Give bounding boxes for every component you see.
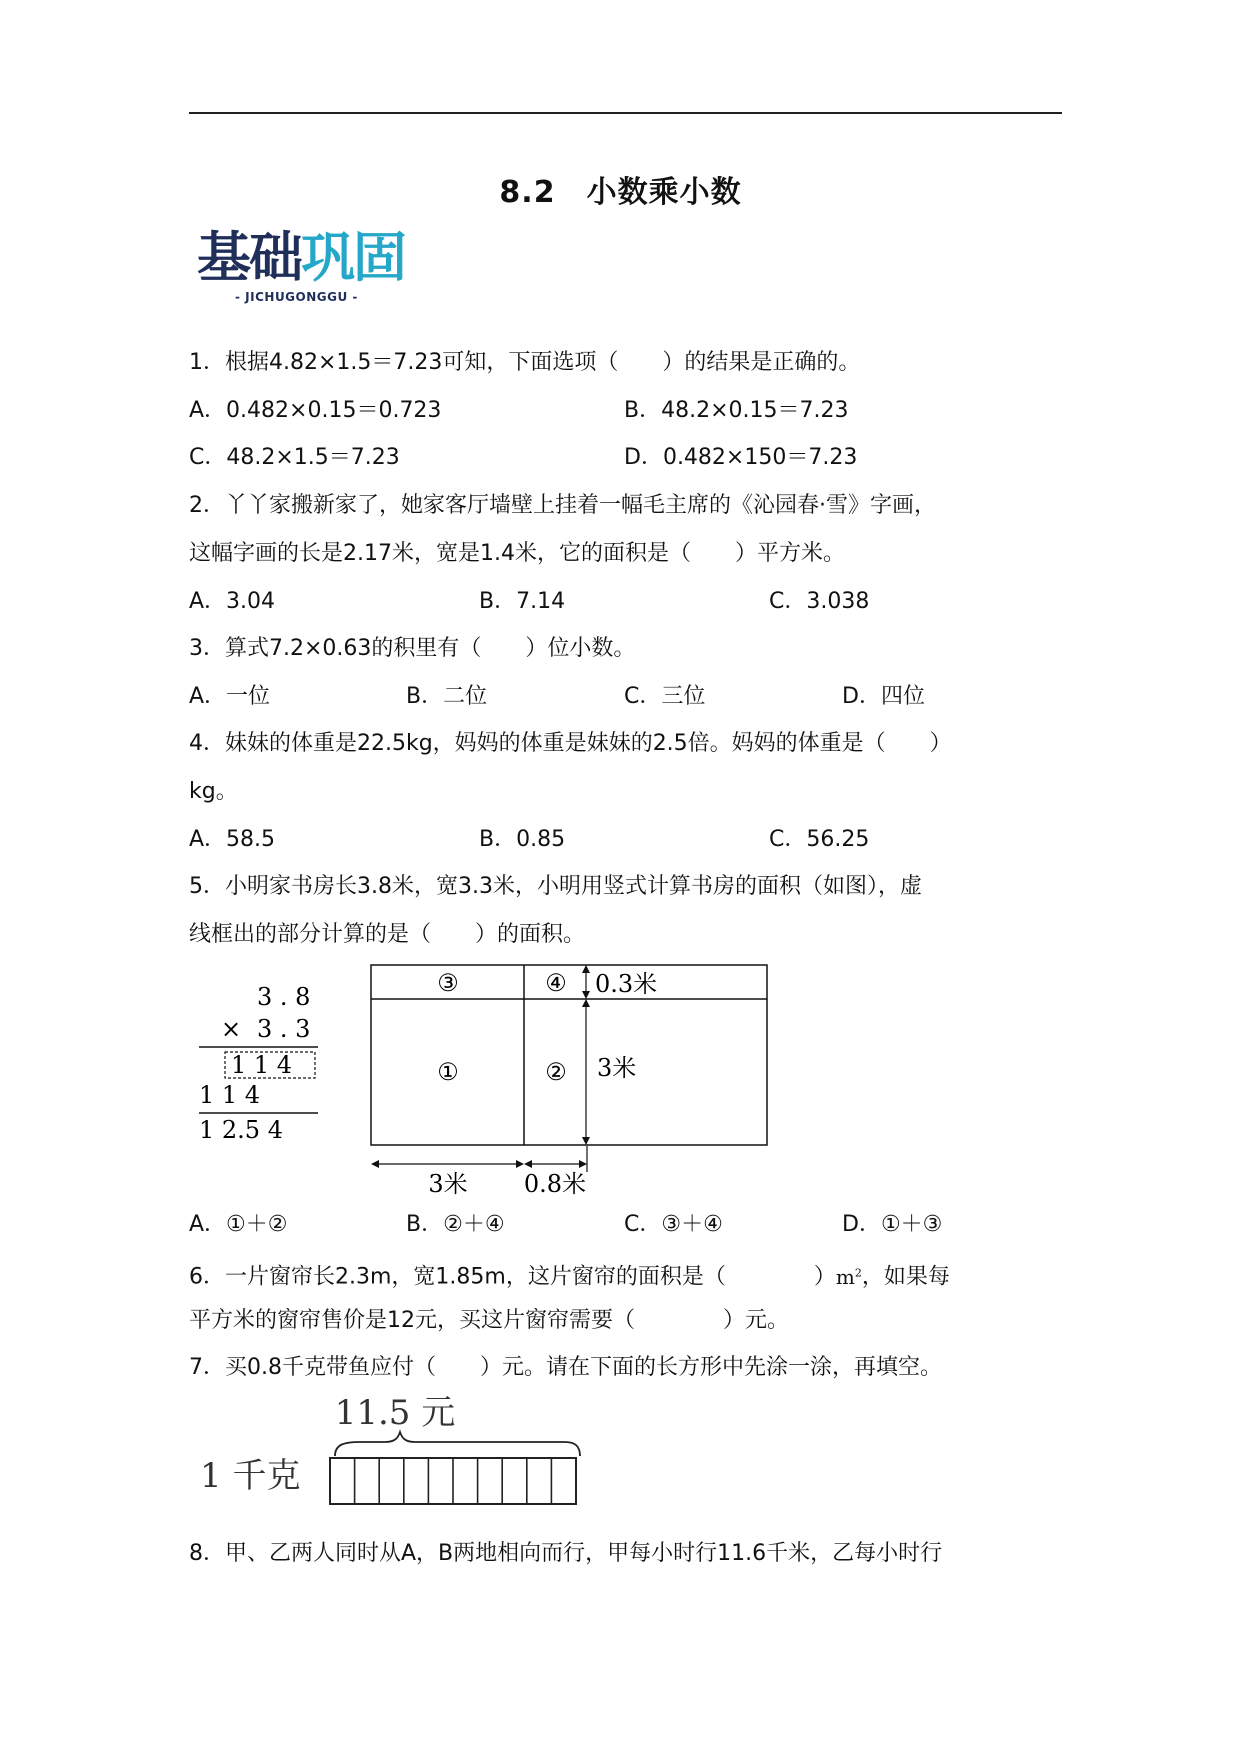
q5-option-d: D．①＋③	[842, 1212, 943, 1237]
region-3-label: ③	[437, 969, 459, 997]
q7-brace	[335, 1432, 580, 1456]
dim-arrowhead	[582, 991, 590, 999]
dim-arrowhead	[582, 1137, 590, 1145]
dim-arrowhead	[582, 965, 590, 973]
q7-stem: 7．买0.8千克带鱼应付（ ）元。请在下面的长方形中先涂一涂，再填空。	[189, 1355, 942, 1380]
q5-option-a: A．①＋②	[189, 1212, 288, 1237]
q6-stem-line1	[189, 1258, 950, 1293]
q3-option-d: D．四位	[842, 684, 925, 709]
dim-label-top: 0.3米	[595, 970, 658, 998]
q6-text-a: 6．一片窗帘长2.3m，宽1.85m，这片窗帘的面积是（ ）	[189, 1264, 836, 1290]
dim-label-side: 3米	[597, 1054, 637, 1082]
dim-arrowhead	[582, 999, 590, 1007]
logo-text	[197, 228, 405, 288]
q5-option-b: B．②＋④	[406, 1212, 505, 1237]
q3-stem: 3．算式7.2×0.63的积里有（ ）位小数。	[189, 636, 636, 661]
q7-figure	[190, 1386, 610, 1516]
q1-option-b: B．48.2×0.15＝7.23	[624, 398, 849, 423]
q8-stem-line1: 8．甲、乙两人同时从A，B两地相向而行，甲每小时行11.6千米，乙每小时行	[189, 1541, 943, 1566]
q6-unit-sup: 2	[854, 1266, 862, 1279]
dim-arrowhead	[579, 1160, 587, 1168]
region-2-label: ②	[545, 1058, 567, 1086]
calc-row-1: 3 . 8	[257, 983, 311, 1011]
q5-figure	[185, 960, 1005, 1195]
dim-arrowhead	[524, 1160, 532, 1168]
dim-arrowhead	[516, 1160, 524, 1168]
q5-stem-line1: 5．小明家书房长3.8米，宽3.3米，小明用竖式计算书房的面积（如图），虚	[189, 874, 922, 899]
q2-stem-line1: 2．丫丫家搬新家了，她家客厅墙壁上挂着一幅毛主席的《沁园春·雪》字画，	[189, 493, 936, 518]
vertical-calculation	[199, 983, 318, 1144]
calc-row-5: 1 2.5 4	[199, 1116, 283, 1144]
q6-unit-m: m	[835, 1264, 855, 1289]
q7-strip	[330, 1458, 576, 1504]
logo-text-b: 巩固	[301, 226, 405, 289]
q7-weight-label: 1 千克	[200, 1456, 301, 1496]
q5-stem-line2: 线框出的部分计算的是（ ）的面积。	[189, 922, 586, 947]
q4-option-b: B．0.85	[479, 827, 566, 852]
room-outline	[371, 965, 767, 1145]
page-title: 8.2 小数乘小数	[499, 175, 742, 210]
q1-option-a: A．0.482×0.15＝0.723	[189, 398, 442, 423]
logo-text-a: 基础	[197, 226, 301, 289]
q3-option-b: B．二位	[406, 684, 488, 709]
q6-text-b: ，如果每	[861, 1264, 950, 1290]
q1-stem: 1．根据4.82×1.5＝7.23可知，下面选项（ ）的结果是正确的。	[189, 350, 861, 375]
q1-option-d: D．0.482×150＝7.23	[624, 445, 858, 470]
q4-option-a: A．58.5	[189, 827, 276, 852]
q3-option-c: C．三位	[624, 684, 706, 709]
dim-label-bottom-right: 0.8米	[523, 1170, 587, 1195]
calc-row-2: 3 . 3	[257, 1015, 311, 1043]
q4-stem-line1: 4．妹妹的体重是22.5kg，妈妈的体重是妹妹的2.5倍。妈妈的体重是（ ）	[189, 731, 952, 756]
region-4-label: ④	[545, 969, 567, 997]
area-diagram	[371, 965, 767, 1195]
region-1-label: ①	[437, 1058, 459, 1086]
q6-stem-line2: 平方米的窗帘售价是12元，买这片窗帘需要（ ）元。	[189, 1308, 789, 1333]
header-rule	[189, 112, 1062, 114]
logo-subtitle: - JICHUGONGGU -	[235, 290, 358, 304]
q2-stem-line2: 这幅字画的长是2.17米，宽是1.4米，它的面积是（ ）平方米。	[189, 541, 845, 566]
q5-option-c: C．③＋④	[624, 1212, 723, 1237]
q2-option-a: A．3.04	[189, 589, 276, 614]
q2-option-c: C．3.038	[769, 589, 870, 614]
q1-option-c: C．48.2×1.5＝7.23	[189, 445, 400, 470]
q3-option-a: A．一位	[189, 684, 271, 709]
dim-label-bottom-left: 3米	[428, 1170, 468, 1195]
q4-option-c: C．56.25	[769, 827, 870, 852]
calc-row-4: 1 1 4	[199, 1081, 261, 1109]
q4-stem-line2: kg。	[189, 779, 238, 804]
dim-arrowhead	[371, 1160, 379, 1168]
q2-option-b: B．7.14	[479, 589, 566, 614]
q6-unit	[836, 1265, 862, 1289]
calc-row-3: 1 1 4	[231, 1051, 293, 1079]
q7-price-label: 11.5 元	[334, 1393, 456, 1433]
section-logo	[197, 228, 417, 310]
calc-operator: ×	[221, 1015, 242, 1043]
